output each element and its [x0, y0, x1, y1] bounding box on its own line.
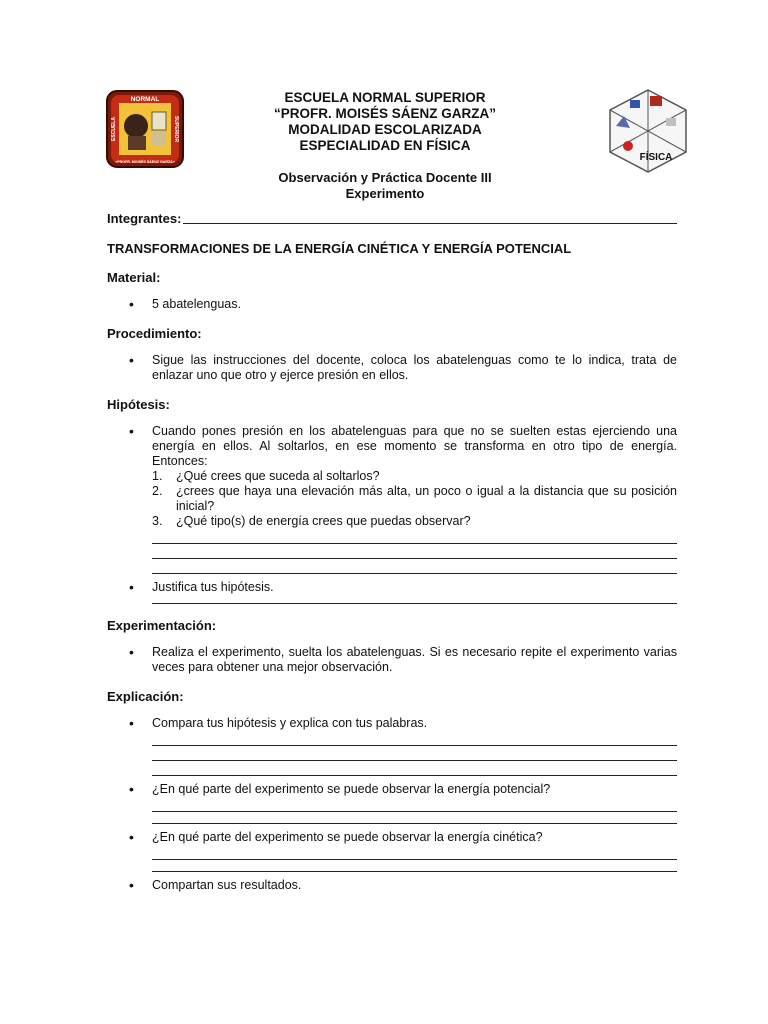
experimentacion-list	[107, 645, 677, 675]
answer-line[interactable]	[152, 595, 677, 604]
hipotesis-intro-text: Cuando pones presión en los abatelenguas para que no se suelten estas ejerciendo una energía en ellos. Al soltarlos, en ese momento se transforma en otro tipo de energía. Entonces:	[152, 424, 677, 468]
answer-line[interactable]	[152, 559, 677, 574]
hipotesis-answer-lines[interactable]	[107, 529, 677, 574]
school-name: ESCUELA NORMAL SUPERIOR	[284, 90, 486, 105]
document-title: TRANSFORMACIONES DE LA ENERGÍA CINÉTICA Y ENERGÍA POTENCIAL	[107, 241, 572, 256]
school-modalidad: MODALIDAD ESCOLARIZADA	[288, 122, 482, 137]
svg-text:FÍSICA: FÍSICA	[639, 152, 673, 163]
explicacion-list-2	[107, 782, 677, 797]
explicacion-list-3	[107, 830, 677, 845]
school-especialidad: ESPECIALIDAD EN FÍSICA	[299, 138, 471, 153]
hipotesis-list	[107, 424, 677, 529]
explicacion-heading: Explicación:	[107, 689, 184, 704]
svg-text:SUPERIOR: SUPERIOR	[173, 115, 179, 143]
answer-line[interactable]	[152, 529, 677, 544]
question-item: 1. ¿Qué crees que suceda al soltarlos?	[152, 469, 380, 483]
hipotesis-heading: Hipótesis:	[107, 397, 170, 412]
explicacion-answer-lines-3[interactable]	[107, 845, 677, 872]
experimentacion-item: • Realiza el experimento, suelta los abatelenguas. Si es necesario repite el experimento varias veces para obtener una mejor observación.	[107, 645, 677, 675]
question-item: 2. ¿crees que haya una elevación más alta, un poco o igual a la distancia que su posición inicial?	[152, 484, 677, 513]
explicacion-item: • Compara tus hipótesis y explica con tus palabras.	[107, 716, 677, 731]
material-list	[107, 297, 677, 312]
answer-line[interactable]	[152, 845, 677, 860]
answer-line[interactable]	[152, 731, 677, 746]
answer-line[interactable]	[152, 812, 677, 824]
physics-logo	[606, 88, 690, 174]
explicacion-item: • ¿En qué parte del experimento se puede observar la energía potencial?	[107, 782, 677, 797]
material-heading: Material:	[107, 270, 161, 285]
document-header	[200, 90, 570, 154]
experimentacion-heading: Experimentación:	[107, 618, 217, 633]
answer-line[interactable]	[152, 761, 677, 776]
explicacion-answer-lines-1[interactable]	[107, 731, 677, 776]
explicacion-item: • Compartan sus resultados.	[107, 878, 677, 893]
course-name: Observación y Práctica Docente III	[278, 170, 492, 185]
document-type: Experimento	[345, 186, 425, 201]
svg-text:NORMAL: NORMAL	[130, 96, 160, 103]
integrantes-field	[107, 211, 677, 226]
school-logo	[106, 90, 184, 168]
explicacion-answer-lines-2[interactable]	[107, 797, 677, 824]
integrantes-blank-line	[183, 211, 677, 224]
material-item: • 5 abatelenguas.	[107, 297, 677, 312]
school-profr: “PROFR. MOISÉS SÁENZ GARZA”	[273, 106, 496, 121]
justify-list	[107, 580, 677, 595]
justify-answer-lines[interactable]	[107, 595, 677, 604]
procedimiento-heading: Procedimiento:	[107, 326, 202, 341]
question-item: 3. ¿Qué tipo(s) de energía crees que puedas observar?	[152, 514, 471, 528]
hipotesis-intro	[107, 424, 677, 529]
answer-line[interactable]	[152, 797, 677, 812]
integrantes-label: Integrantes:	[107, 211, 182, 226]
course-header	[200, 170, 570, 202]
procedimiento-list	[107, 353, 677, 383]
explicacion-list-4	[107, 878, 677, 893]
svg-text:ESCUELA: ESCUELA	[111, 117, 117, 141]
document-body	[107, 211, 677, 893]
answer-line[interactable]	[152, 746, 677, 761]
explicacion-list-1	[107, 716, 677, 731]
explicacion-item: • ¿En qué parte del experimento se puede observar la energía cinética?	[107, 830, 677, 845]
procedimiento-item: • Sigue las instrucciones del docente, coloca los abatelenguas como te lo indica, trata de enlazar uno que otro y ejerce presión en ellos.	[107, 353, 677, 383]
justify-item: • Justifica tus hipótesis.	[107, 580, 677, 595]
answer-line[interactable]	[152, 544, 677, 559]
hipotesis-questions	[152, 469, 677, 529]
svg-text:«PROFR. MOISÉS SÁENZ GARZA»: «PROFR. MOISÉS SÁENZ GARZA»	[115, 160, 175, 164]
answer-line[interactable]	[152, 860, 677, 872]
